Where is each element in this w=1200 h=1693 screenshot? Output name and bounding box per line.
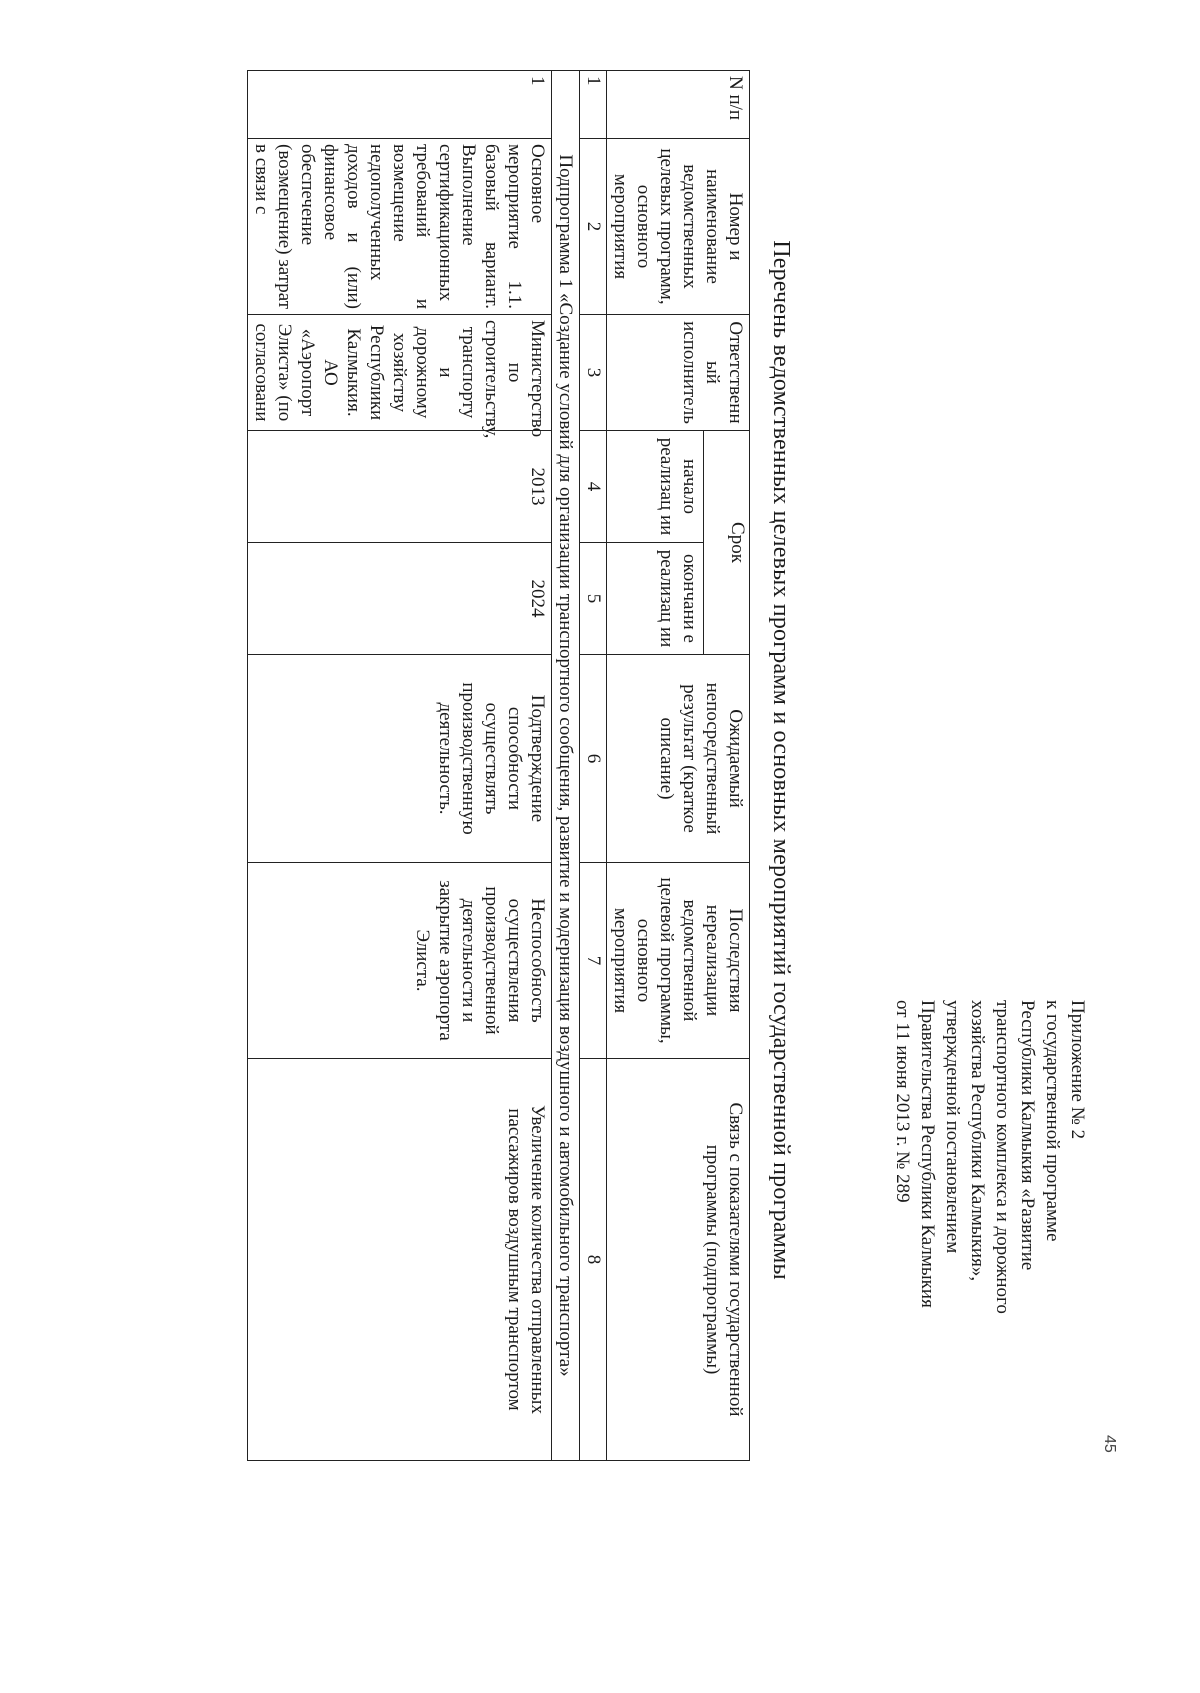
header-executor: Ответственн ый исполнитель bbox=[607, 315, 750, 431]
document-title: Перечень ведомственных целевых программ и основных мероприятий государственной программы bbox=[768, 240, 794, 1280]
header-consequences: Последствия нереализации ведомственной целевой программы, основного мероприятия bbox=[607, 863, 750, 1059]
appendix-line: от 11 июня 2013 г. № 289 bbox=[892, 1000, 913, 1203]
column-number: 8 bbox=[580, 1059, 607, 1461]
programs-table bbox=[247, 70, 750, 1461]
appendix-line: хозяйства Республики Калмыкия», bbox=[967, 1000, 988, 1282]
row-start: 2013 bbox=[248, 431, 552, 543]
row-executor: Министерство по строительству, транспорту и дорожному хозяйству Республики Калмыкия. АО «Аэропорт Элиста» (по согласовани bbox=[248, 315, 552, 431]
row-consequences: Неспособность осуществления производственной деятельности и закрытие аэропорта Элиста. bbox=[248, 863, 552, 1059]
table-row bbox=[248, 71, 552, 1461]
header-num: N п/п bbox=[607, 71, 750, 139]
header-result: Ожидаемый непосредственный результат (краткое описание) bbox=[607, 655, 750, 863]
header-start: начало реализац ии bbox=[607, 431, 704, 543]
subprogram-title: Подпрограмма 1 «Создание условий для организации транспортного сообщения, развитие и модернизация воздушного и автомобильного транспорта» bbox=[552, 71, 580, 1461]
column-number: 4 bbox=[580, 431, 607, 543]
column-number-row bbox=[580, 71, 607, 1461]
column-number: 1 bbox=[580, 71, 607, 139]
header-name: Номер и наименование ведомственных целевых программ, основного мероприятия bbox=[607, 139, 750, 315]
column-number: 6 bbox=[580, 655, 607, 863]
column-number: 2 bbox=[580, 139, 607, 315]
appendix-line: Приложение № 2 bbox=[1067, 1000, 1088, 1140]
appendix-line: Правительства Республики Калмыкия bbox=[917, 1000, 938, 1308]
appendix-line: к государственной программе bbox=[1042, 1000, 1063, 1242]
appendix-line: утвержденной постановлением bbox=[942, 1000, 963, 1254]
subprogram-row bbox=[552, 71, 580, 1461]
header-link: Связь с показателями государственной программы (подпрограммы) bbox=[607, 1059, 750, 1461]
appendix-header bbox=[890, 1000, 1090, 1400]
appendix-line: Республики Калмыкия «Развитие bbox=[1017, 1000, 1038, 1271]
row-link: Увеличение количества отправленных пассажиров воздушным транспортом bbox=[248, 1059, 552, 1461]
row-result: Подтверждение способности осуществлять производственную деятельность. bbox=[248, 655, 552, 863]
row-end: 2024 bbox=[248, 543, 552, 655]
column-number: 5 bbox=[580, 543, 607, 655]
document-page bbox=[90, 40, 1118, 1480]
page-number: 45 bbox=[1101, 1435, 1118, 1453]
header-term: Срок bbox=[704, 431, 750, 655]
row-num: 1 bbox=[248, 71, 552, 139]
row-name: Основное мероприятие 1.1. базовый вариант. Выполнение сертификационных требований и возмещение недополученных доходов и (или) финансовое обеспечение (возмещение) затрат в связи с bbox=[248, 139, 552, 315]
header-end: окончани е реализац ии bbox=[607, 543, 704, 655]
column-number: 7 bbox=[580, 863, 607, 1059]
header-row bbox=[704, 71, 750, 1461]
column-number: 3 bbox=[580, 315, 607, 431]
appendix-line: транспортного комплекса и дорожного bbox=[992, 1000, 1013, 1314]
